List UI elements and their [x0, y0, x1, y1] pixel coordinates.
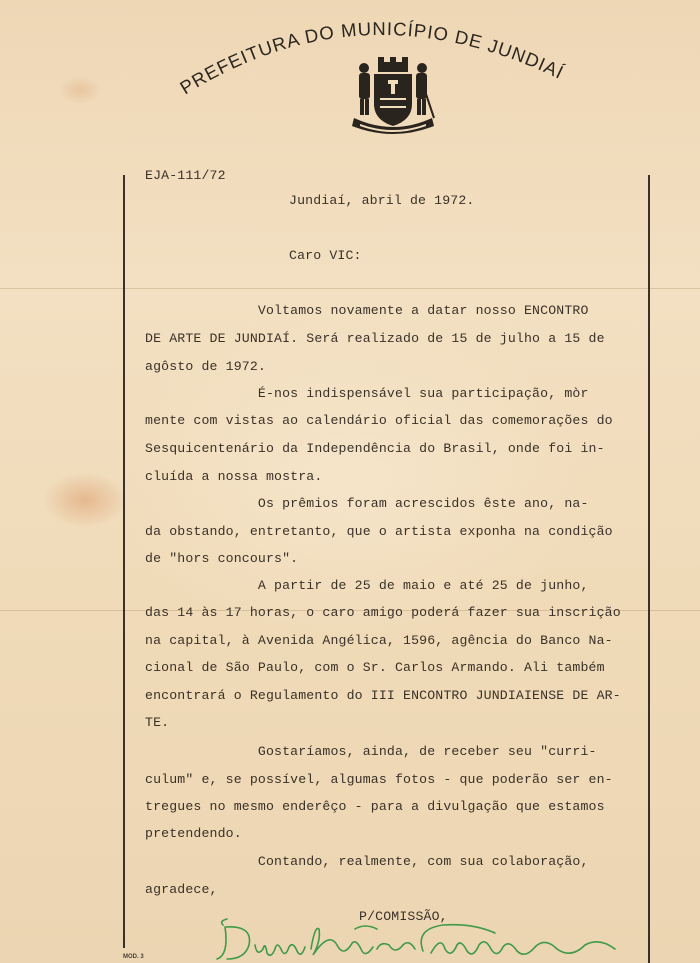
body-line: cluída a nossa mostra. [145, 469, 323, 484]
body-line: encontrará o Regulamento do III ENCONTRO JUNDIAIENSE DE AR- [145, 688, 621, 703]
right-margin-rule [648, 175, 650, 963]
body-line: na capital, à Avenida Angélica, 1596, agência do Banco Na- [145, 633, 613, 648]
body-line: agôsto de 1972. [145, 359, 266, 374]
coat-of-arms-icon [350, 54, 436, 138]
body-line: Voltamos novamente a datar nosso ENCONTRO [145, 303, 589, 318]
body-line: DE ARTE DE JUNDIAÍ. Será realizado de 15 de julho a 15 de [145, 331, 605, 346]
body-line: A partir de 25 de maio e até 25 de junho, [145, 578, 589, 593]
body-line: cional de São Paulo, com o Sr. Carlos Armando. Ali também [145, 660, 605, 675]
body-line: agradece, [145, 882, 218, 897]
body-line: TE. [145, 715, 170, 730]
handwritten-signature [205, 915, 625, 963]
body-line: pretendendo. [145, 826, 242, 841]
body-line: culum" e, se possível, algumas fotos - que poderão ser en- [145, 772, 613, 787]
signoff: P/COMISSÃO, [359, 909, 448, 924]
body-line: Contando, realmente, com sua colaboração, [145, 854, 589, 869]
salutation: Caro VIC: [289, 248, 362, 263]
paper-fold-line [0, 288, 700, 289]
reference-number: EJA-111/72 [145, 168, 226, 183]
body-line: Sesquicentenário da Independência do Brasil, onde foi in- [145, 441, 605, 456]
body-line: Os prêmios foram acrescidos êste ano, na- [145, 496, 589, 511]
form-code: MOD. 3 [123, 954, 144, 960]
body-line: tregues no mesmo enderêço - para a divulgação que estamos [145, 799, 605, 814]
body-line: de "hors concours". [145, 551, 299, 566]
date-line: Jundiaí, abril de 1972. [289, 193, 475, 208]
body-line: das 14 às 17 horas, o caro amigo poderá fazer sua inscrição [145, 605, 621, 620]
body-line: É-nos indispensável sua participação, mòr [145, 386, 589, 401]
institution-name: PREFEITURA DO MUNICÍPIO DE JUNDIAÍ [176, 17, 568, 99]
body-line: da obstando, entretanto, que o artista exponha na condição [145, 524, 613, 539]
body-line: mente com vistas ao calendário oficial das comemorações do [145, 413, 613, 428]
left-margin-rule [123, 175, 125, 948]
body-line: Gostaríamos, ainda, de receber seu "curri- [145, 744, 597, 759]
